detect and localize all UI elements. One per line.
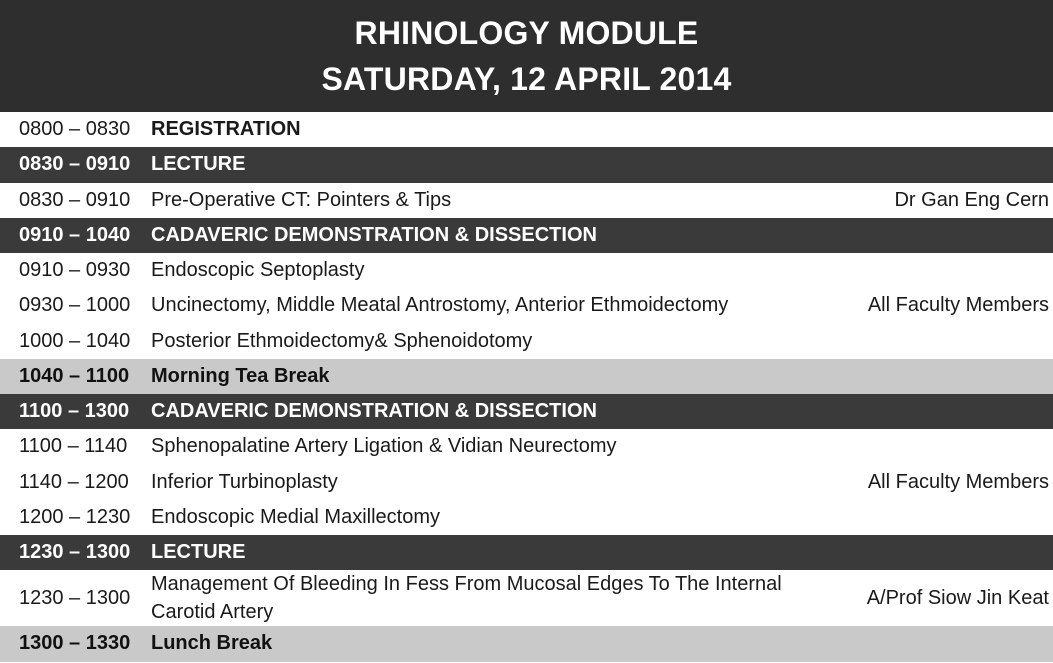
schedule-row <box>0 183 1053 218</box>
session-group-2 <box>0 429 1053 535</box>
row-time: 0800 – 0830 <box>19 118 131 141</box>
schedule-header <box>0 0 1053 112</box>
row-title: LECTURE <box>151 541 246 564</box>
row-title: REGISTRATION <box>151 118 301 141</box>
section-row-dissection <box>0 218 1053 253</box>
row-time: 0830 – 0910 <box>19 153 131 176</box>
module-date: SATURDAY, 12 APRIL 2014 <box>321 61 732 97</box>
row-time: 0910 – 1040 <box>19 223 131 246</box>
schedule-row <box>0 570 1053 626</box>
row-time: 1100 – 1140 <box>19 435 128 458</box>
row-title: Morning Tea Break <box>151 364 330 387</box>
row-time: 1300 – 1330 <box>19 632 131 655</box>
row-title: Lunch Break <box>151 632 273 655</box>
row-time: 1140 – 1200 <box>19 470 129 493</box>
row-title: CADAVERIC DEMONSTRATION & DISSECTION <box>151 223 597 246</box>
row-time: 1000 – 1040 <box>19 329 131 352</box>
session-group-1 <box>0 253 1053 359</box>
row-speaker: Dr Gan Eng Cern <box>894 188 1049 211</box>
row-title: Sphenopalatine Artery Ligation & Vidian Neurectomy <box>151 435 617 458</box>
row-time: 1230 – 1300 <box>19 541 131 564</box>
row-title: Endoscopic Septoplasty <box>151 259 365 282</box>
row-time: 1200 – 1230 <box>19 505 131 528</box>
schedule-row-registration <box>0 112 1053 147</box>
row-time: 1100 – 1300 <box>19 400 130 423</box>
row-title: Uncinectomy, Middle Meatal Antrostomy, Anterior Ethmoidectomy <box>151 294 729 317</box>
row-time: 1040 – 1100 <box>19 364 130 387</box>
group-speaker: All Faculty Members <box>867 470 1049 493</box>
row-time: 0830 – 0910 <box>19 188 131 211</box>
module-title: RHINOLOGY MODULE <box>354 15 699 51</box>
row-time: 1230 – 1300 <box>19 586 131 609</box>
row-title: Management Of Bleeding In Fess From Mucosal Edges To The Internal Carotid Artery <box>151 573 782 624</box>
group-speaker: All Faculty Members <box>867 294 1049 317</box>
section-row-lecture <box>0 535 1053 570</box>
row-speaker: A/Prof Siow Jin Keat <box>866 586 1049 609</box>
row-title: Pre-Operative CT: Pointers & Tips <box>151 188 452 211</box>
row-time: 0930 – 1000 <box>19 294 131 317</box>
row-title: Endoscopic Medial Maxillectomy <box>151 505 441 528</box>
section-row-dissection <box>0 394 1053 429</box>
row-title: Posterior Ethmoidectomy& Sphenoidotomy <box>151 329 533 352</box>
schedule-table <box>0 112 1053 662</box>
row-title: Inferior Turbinoplasty <box>151 470 338 493</box>
row-title: CADAVERIC DEMONSTRATION & DISSECTION <box>151 400 597 423</box>
break-row-lunch <box>0 626 1053 661</box>
section-row-lecture <box>0 147 1053 182</box>
row-title: LECTURE <box>151 153 246 176</box>
break-row-tea <box>0 359 1053 394</box>
row-time: 0910 – 0930 <box>19 259 131 282</box>
